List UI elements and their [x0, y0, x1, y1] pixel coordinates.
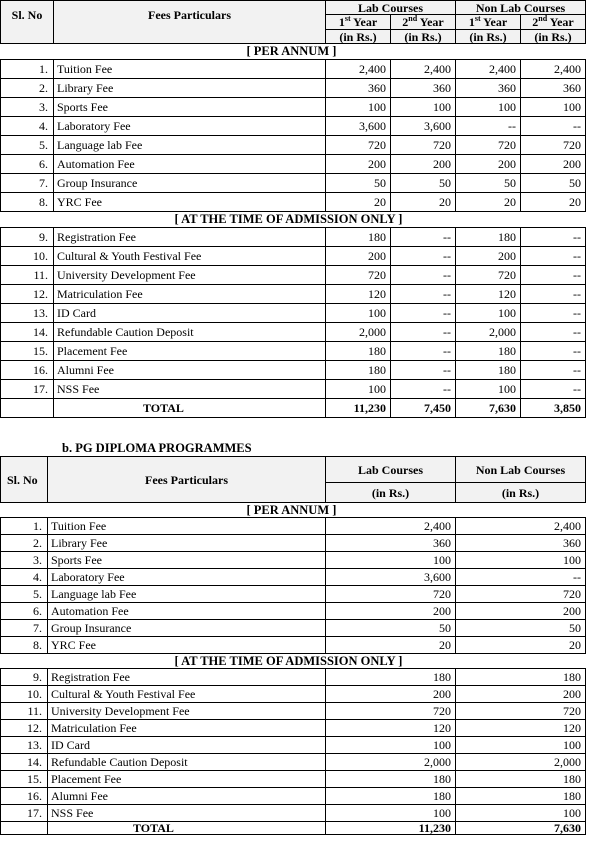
pg-fees-table [0, 456, 586, 835]
pg-row-sl-no: 14. [1, 754, 48, 771]
pg-row-fee-name: Group Insurance [48, 620, 326, 637]
row-fee-name: NSS Fee [54, 380, 326, 399]
row-nonlab-year1: 180 [456, 361, 521, 380]
row-lab-year2: -- [391, 323, 456, 342]
row-nonlab-year1: 100 [456, 380, 521, 399]
row-fee-name: Matriculation Fee [54, 285, 326, 304]
pg-row-lab: 100 [326, 737, 456, 754]
row-sl-no: 8. [1, 193, 54, 212]
pg-row-lab: 3,600 [326, 569, 456, 586]
row-sl-no: 10. [1, 247, 54, 266]
pg-fee-row [1, 586, 586, 603]
lab-year1-header: 1st Year [326, 15, 391, 30]
pg-row-fee-name: Cultural & Youth Festival Fee [48, 686, 326, 703]
row-nonlab-year1: 720 [456, 266, 521, 285]
pg-row-lab: 2,000 [326, 754, 456, 771]
total-sl-blank [1, 399, 54, 418]
sl-no-header: Sl. No [1, 1, 54, 44]
pg-total-nonlab: 7,630 [456, 822, 586, 835]
pg-row-fee-name: Refundable Caution Deposit [48, 754, 326, 771]
pg-total-row [1, 822, 586, 835]
row-fee-name: Placement Fee [54, 342, 326, 361]
pg-lab-courses-header: Lab Courses [326, 457, 456, 483]
row-lab-year2: 720 [391, 136, 456, 155]
row-fee-name: University Development Fee [54, 266, 326, 285]
pg-row-nonlab: 180 [456, 788, 586, 805]
row-nonlab-year1: 360 [456, 79, 521, 98]
lab-year1-unit: (in Rs.) [326, 30, 391, 44]
row-sl-no: 13. [1, 304, 54, 323]
fee-row [1, 174, 586, 193]
fee-row [1, 228, 586, 247]
nonlab-year1-unit: (in Rs.) [456, 30, 521, 44]
pg-per-annum-label: [ PER ANNUM ] [246, 502, 337, 517]
row-fee-name: ID Card [54, 304, 326, 323]
pg-row-nonlab: 2,400 [456, 518, 586, 535]
pg-fee-row [1, 603, 586, 620]
row-nonlab-year1: -- [456, 117, 521, 136]
fee-row [1, 155, 586, 174]
pg-row-fee-name: Registration Fee [48, 669, 326, 686]
row-fee-name: Tuition Fee [54, 60, 326, 79]
row-lab-year2: -- [391, 266, 456, 285]
row-nonlab-year2: 20 [521, 193, 586, 212]
row-nonlab-year2: 50 [521, 174, 586, 193]
pg-row-fee-name: Alumni Fee [48, 788, 326, 805]
row-lab-year2: 100 [391, 98, 456, 117]
row-lab-year2: -- [391, 304, 456, 323]
pg-fee-row [1, 686, 586, 703]
pg-lab-unit: (in Rs.) [326, 483, 456, 503]
row-nonlab-year2: -- [521, 266, 586, 285]
pg-row-lab: 360 [326, 535, 456, 552]
row-nonlab-year2: 360 [521, 79, 586, 98]
row-lab-year1: 200 [326, 247, 391, 266]
fee-row [1, 98, 586, 117]
ug-admission-label: [ AT THE TIME OF ADMISSION ONLY ] [174, 212, 403, 227]
row-fee-name: Library Fee [54, 79, 326, 98]
row-nonlab-year2: -- [521, 285, 586, 304]
pg-row-nonlab: 20 [456, 637, 586, 654]
pg-row-lab: 50 [326, 620, 456, 637]
row-nonlab-year2: -- [521, 247, 586, 266]
pg-row-fee-name: Placement Fee [48, 771, 326, 788]
pg-row-nonlab: 200 [456, 686, 586, 703]
row-sl-no: 2. [1, 79, 54, 98]
row-sl-no: 9. [1, 228, 54, 247]
pg-row-fee-name: Laboratory Fee [48, 569, 326, 586]
row-lab-year2: 3,600 [391, 117, 456, 136]
pg-fee-row [1, 620, 586, 637]
pg-row-fee-name: NSS Fee [48, 805, 326, 822]
row-nonlab-year2: 720 [521, 136, 586, 155]
pg-per-annum-rows [1, 518, 586, 654]
pg-fees-particulars-header: Fees Particulars [48, 457, 326, 503]
fee-row [1, 380, 586, 399]
nonlab-year2-header: 2nd Year [521, 15, 586, 30]
pg-row-nonlab: 100 [456, 552, 586, 569]
pg-fee-row [1, 569, 586, 586]
pg-row-sl-no: 12. [1, 720, 48, 737]
fee-row [1, 136, 586, 155]
pg-fee-row [1, 771, 586, 788]
row-lab-year1: 720 [326, 266, 391, 285]
pg-fee-row [1, 518, 586, 535]
row-nonlab-year2: -- [521, 380, 586, 399]
pg-fee-row [1, 788, 586, 805]
pg-row-sl-no: 6. [1, 603, 48, 620]
row-lab-year2: -- [391, 342, 456, 361]
pg-fee-row [1, 669, 586, 686]
pg-row-sl-no: 8. [1, 637, 48, 654]
pg-row-lab: 720 [326, 586, 456, 603]
pg-row-sl-no: 1. [1, 518, 48, 535]
pg-row-fee-name: Tuition Fee [48, 518, 326, 535]
row-lab-year1: 180 [326, 361, 391, 380]
row-nonlab-year1: 200 [456, 247, 521, 266]
nonlab-year2-unit: (in Rs.) [521, 30, 586, 44]
pg-row-sl-no: 4. [1, 569, 48, 586]
total-nonlab-year2: 3,850 [521, 399, 586, 418]
pg-row-lab: 180 [326, 771, 456, 788]
row-lab-year2: 360 [391, 79, 456, 98]
total-lab-year1: 11,230 [326, 399, 391, 418]
row-lab-year1: 180 [326, 342, 391, 361]
row-lab-year2: 200 [391, 155, 456, 174]
row-nonlab-year1: 720 [456, 136, 521, 155]
row-nonlab-year2: -- [521, 361, 586, 380]
pg-row-lab: 200 [326, 603, 456, 620]
pg-row-sl-no: 9. [1, 669, 48, 686]
row-nonlab-year1: 100 [456, 304, 521, 323]
row-nonlab-year1: 50 [456, 174, 521, 193]
non-lab-courses-header: Non Lab Courses [456, 1, 586, 15]
pg-row-nonlab: 50 [456, 620, 586, 637]
row-sl-no: 16. [1, 361, 54, 380]
row-lab-year2: -- [391, 228, 456, 247]
pg-fee-row [1, 754, 586, 771]
row-sl-no: 1. [1, 60, 54, 79]
fees-particulars-header: Fees Particulars [54, 1, 326, 44]
pg-row-nonlab: 120 [456, 720, 586, 737]
pg-fee-row [1, 720, 586, 737]
pg-row-sl-no: 7. [1, 620, 48, 637]
row-nonlab-year1: 180 [456, 228, 521, 247]
fee-row [1, 79, 586, 98]
row-sl-no: 11. [1, 266, 54, 285]
pg-row-fee-name: Matriculation Fee [48, 720, 326, 737]
row-lab-year1: 50 [326, 174, 391, 193]
row-lab-year2: 50 [391, 174, 456, 193]
row-lab-year1: 100 [326, 98, 391, 117]
pg-non-lab-courses-header: Non Lab Courses [456, 457, 586, 483]
fee-row [1, 323, 586, 342]
pg-row-sl-no: 15. [1, 771, 48, 788]
pg-row-fee-name: Language lab Fee [48, 586, 326, 603]
row-lab-year1: 100 [326, 380, 391, 399]
fee-row [1, 304, 586, 323]
row-fee-name: Refundable Caution Deposit [54, 323, 326, 342]
row-fee-name: Alumni Fee [54, 361, 326, 380]
pg-row-nonlab: 720 [456, 586, 586, 603]
pg-row-sl-no: 13. [1, 737, 48, 754]
row-nonlab-year1: 2,400 [456, 60, 521, 79]
row-sl-no: 14. [1, 323, 54, 342]
pg-total-sl-blank [1, 822, 48, 835]
pg-row-sl-no: 10. [1, 686, 48, 703]
row-lab-year2: -- [391, 247, 456, 266]
row-fee-name: Group Insurance [54, 174, 326, 193]
fee-row [1, 342, 586, 361]
row-lab-year1: 2,000 [326, 323, 391, 342]
row-nonlab-year1: 20 [456, 193, 521, 212]
pg-row-sl-no: 16. [1, 788, 48, 805]
pg-fee-row [1, 637, 586, 654]
pg-row-nonlab: 100 [456, 805, 586, 822]
row-nonlab-year2: -- [521, 342, 586, 361]
pg-fee-row [1, 737, 586, 754]
pg-fee-row [1, 535, 586, 552]
row-lab-year1: 20 [326, 193, 391, 212]
row-nonlab-year2: 100 [521, 98, 586, 117]
row-nonlab-year1: 200 [456, 155, 521, 174]
pg-row-lab: 20 [326, 637, 456, 654]
row-sl-no: 17. [1, 380, 54, 399]
pg-row-lab: 200 [326, 686, 456, 703]
fee-row [1, 247, 586, 266]
row-nonlab-year2: 200 [521, 155, 586, 174]
pg-admission-label: [ AT THE TIME OF ADMISSION ONLY ] [174, 653, 403, 668]
row-lab-year2: -- [391, 285, 456, 304]
row-nonlab-year1: 120 [456, 285, 521, 304]
row-nonlab-year2: -- [521, 117, 586, 136]
pg-row-fee-name: University Development Fee [48, 703, 326, 720]
pg-row-nonlab: 200 [456, 603, 586, 620]
pg-sl-no-header: Sl. No [1, 457, 48, 503]
pg-nonlab-unit: (in Rs.) [456, 483, 586, 503]
row-nonlab-year1: 180 [456, 342, 521, 361]
pg-row-sl-no: 5. [1, 586, 48, 603]
pg-fee-row [1, 552, 586, 569]
pg-row-nonlab: 100 [456, 737, 586, 754]
row-fee-name: Language lab Fee [54, 136, 326, 155]
pg-row-lab: 2,400 [326, 518, 456, 535]
pg-row-lab: 120 [326, 720, 456, 737]
row-nonlab-year1: 100 [456, 98, 521, 117]
pg-fee-row [1, 703, 586, 720]
pg-admission-rows [1, 669, 586, 822]
row-lab-year2: -- [391, 361, 456, 380]
pg-row-nonlab: 360 [456, 535, 586, 552]
pg-row-nonlab: 180 [456, 669, 586, 686]
pg-row-fee-name: YRC Fee [48, 637, 326, 654]
fee-row [1, 117, 586, 136]
pg-fee-row [1, 805, 586, 822]
fee-row [1, 285, 586, 304]
row-nonlab-year2: -- [521, 228, 586, 247]
row-fee-name: Sports Fee [54, 98, 326, 117]
row-sl-no: 7. [1, 174, 54, 193]
row-fee-name: Registration Fee [54, 228, 326, 247]
ug-total-row [1, 399, 586, 418]
pg-row-sl-no: 3. [1, 552, 48, 569]
row-lab-year2: 2,400 [391, 60, 456, 79]
row-fee-name: Automation Fee [54, 155, 326, 174]
fee-row [1, 193, 586, 212]
pg-row-sl-no: 11. [1, 703, 48, 720]
pg-section-title: b. PG DIPLOMA PROGRAMMES [62, 441, 252, 455]
ug-fees-table [0, 0, 586, 418]
row-lab-year1: 360 [326, 79, 391, 98]
pg-row-fee-name: Library Fee [48, 535, 326, 552]
pg-total-label: TOTAL [48, 822, 326, 835]
pg-row-fee-name: Sports Fee [48, 552, 326, 569]
pg-row-lab: 180 [326, 669, 456, 686]
row-nonlab-year2: -- [521, 304, 586, 323]
pg-row-lab: 180 [326, 788, 456, 805]
row-sl-no: 15. [1, 342, 54, 361]
row-fee-name: Laboratory Fee [54, 117, 326, 136]
ug-admission-rows [1, 228, 586, 399]
pg-total-lab: 11,230 [326, 822, 456, 835]
row-lab-year2: 20 [391, 193, 456, 212]
row-lab-year1: 3,600 [326, 117, 391, 136]
row-fee-name: Cultural & Youth Festival Fee [54, 247, 326, 266]
row-sl-no: 12. [1, 285, 54, 304]
total-lab-year2: 7,450 [391, 399, 456, 418]
lab-year2-unit: (in Rs.) [391, 30, 456, 44]
row-sl-no: 6. [1, 155, 54, 174]
row-nonlab-year2: 2,400 [521, 60, 586, 79]
pg-row-nonlab: 2,000 [456, 754, 586, 771]
row-lab-year2: -- [391, 380, 456, 399]
pg-row-fee-name: ID Card [48, 737, 326, 754]
lab-courses-header: Lab Courses [326, 1, 456, 15]
pg-row-lab: 100 [326, 552, 456, 569]
ug-per-annum-label: [ PER ANNUM ] [246, 44, 337, 59]
pg-row-fee-name: Automation Fee [48, 603, 326, 620]
fee-row [1, 266, 586, 285]
pg-row-nonlab: 180 [456, 771, 586, 788]
pg-row-sl-no: 17. [1, 805, 48, 822]
pg-row-sl-no: 2. [1, 535, 48, 552]
lab-year2-header: 2nd Year [391, 15, 456, 30]
row-nonlab-year1: 2,000 [456, 323, 521, 342]
pg-row-lab: 720 [326, 703, 456, 720]
fee-row [1, 60, 586, 79]
pg-row-nonlab: 720 [456, 703, 586, 720]
row-lab-year1: 720 [326, 136, 391, 155]
row-fee-name: YRC Fee [54, 193, 326, 212]
row-sl-no: 4. [1, 117, 54, 136]
pg-row-lab: 100 [326, 805, 456, 822]
nonlab-year1-header: 1st Year [456, 15, 521, 30]
row-sl-no: 5. [1, 136, 54, 155]
ug-per-annum-rows [1, 60, 586, 212]
row-lab-year1: 100 [326, 304, 391, 323]
row-lab-year1: 200 [326, 155, 391, 174]
row-sl-no: 3. [1, 98, 54, 117]
row-nonlab-year2: -- [521, 323, 586, 342]
total-label: TOTAL [54, 399, 326, 418]
fee-row [1, 361, 586, 380]
total-nonlab-year1: 7,630 [456, 399, 521, 418]
row-lab-year1: 2,400 [326, 60, 391, 79]
pg-row-nonlab: -- [456, 569, 586, 586]
row-lab-year1: 120 [326, 285, 391, 304]
row-lab-year1: 180 [326, 228, 391, 247]
